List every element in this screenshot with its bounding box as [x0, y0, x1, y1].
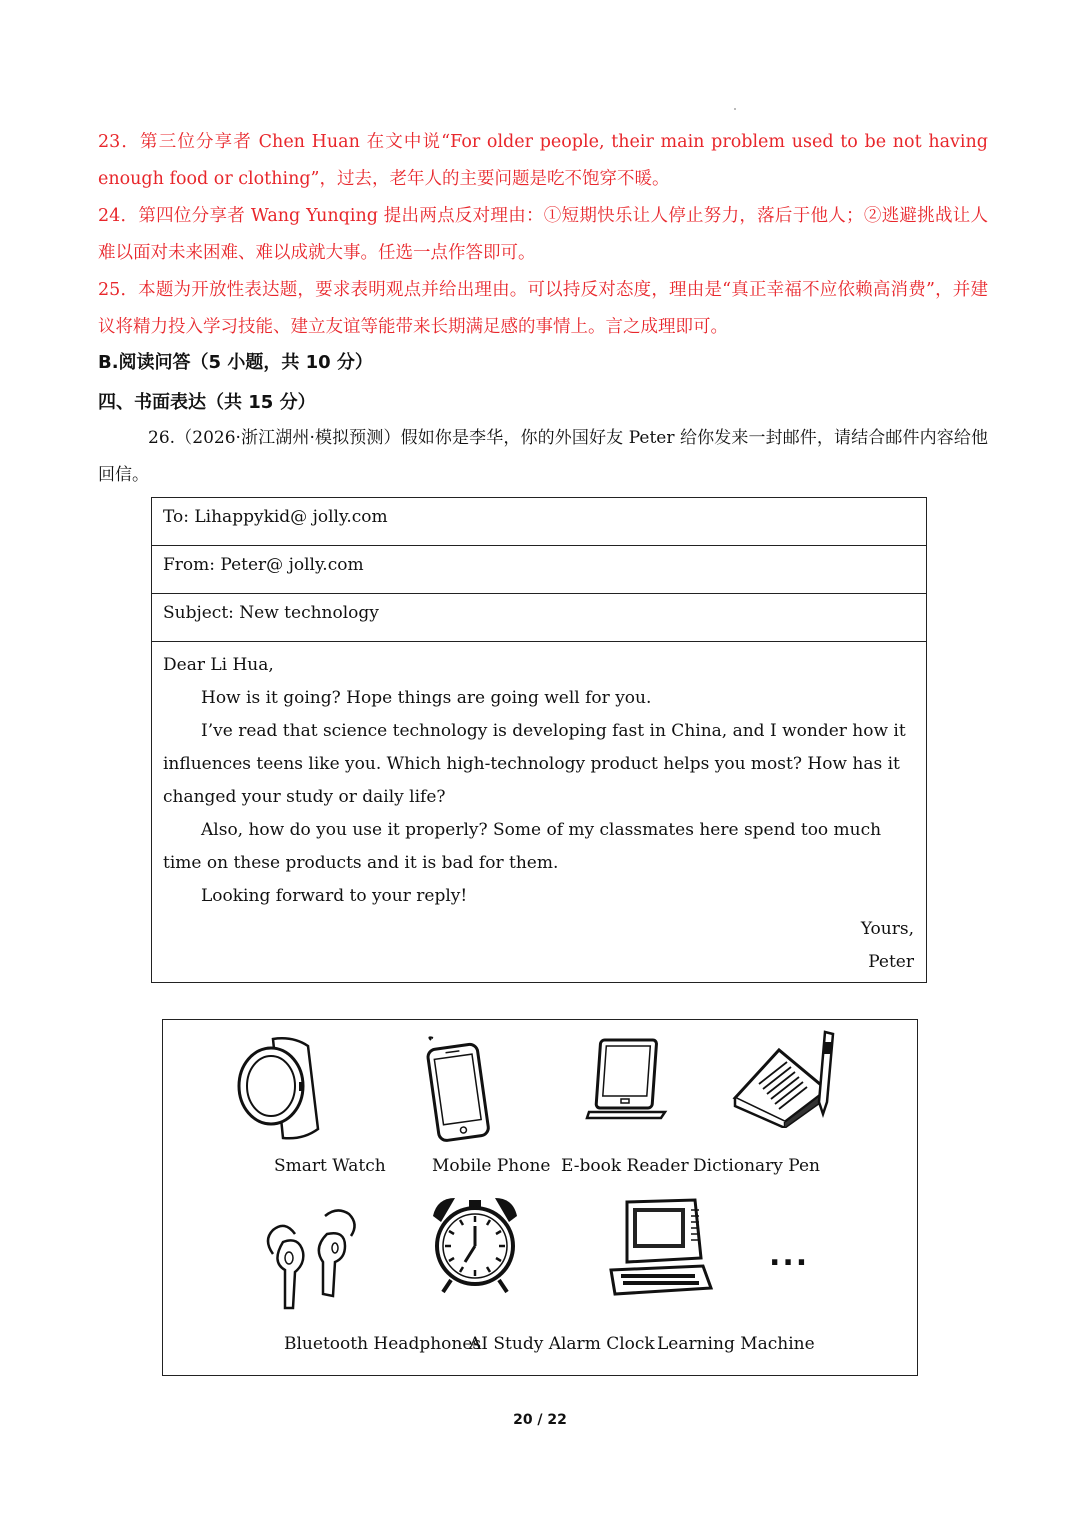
- answer-23: 23．第三位分享者 Chen Huan 在文中说“For older people, their main problem used to be not having enough food or clothing”，过去，老年人的主要问题是吃不饱穿不暖。: [98, 132, 988, 189]
- label-bluetooth-headphones: Bluetooth Headphones: [284, 1334, 482, 1354]
- email-from: From: Peter@ jolly.com: [152, 546, 926, 594]
- email-greeting: Dear Li Hua,: [163, 655, 274, 675]
- label-learning-machine: Learning Machine: [657, 1334, 815, 1354]
- email-body: [152, 642, 926, 979]
- mobile-phone-icon: [421, 1036, 501, 1146]
- page-number: 20 / 22: [513, 1412, 567, 1428]
- ebook-reader-icon: [579, 1036, 669, 1126]
- learning-machine-icon: [607, 1196, 717, 1300]
- email-closing: Yours,: [860, 919, 914, 939]
- answer-explanations: [98, 124, 988, 346]
- label-ebook-reader: E-book Reader: [561, 1156, 689, 1176]
- scan-speck: [734, 108, 736, 110]
- more-products-ellipsis: ...: [769, 1238, 810, 1273]
- label-mobile-phone: Mobile Phone: [432, 1156, 551, 1176]
- alarm-clock-icon: [427, 1192, 523, 1296]
- email-signature: Peter: [868, 952, 914, 972]
- section-4-heading: 四、书面表达（共 15 分）: [98, 392, 316, 413]
- label-smart-watch: Smart Watch: [274, 1156, 386, 1176]
- email-paragraph-2: I’ve read that science technology is developing fast in China, and I wonder how it influences teens like you. Which high-technology product helps you most? How has it changed your study or daily life?: [163, 721, 906, 807]
- smart-watch-icon: [233, 1034, 333, 1144]
- email-paragraph-1: How is it going? Hope things are going well for you.: [201, 688, 652, 708]
- question-26-prompt: 26.（2026·浙江湖州·模拟预测）假如你是李华，你的外国好友 Peter 给你发来一封邮件，请结合邮件内容给他回信。: [98, 428, 988, 485]
- answer-24: 24．第四位分享者 Wang Yunqing 提出两点反对理由：①短期快乐让人停止努力，落后于他人；②逃避挑战让人难以面对未来困难、难以成就大事。任选一点作答即可。: [98, 206, 988, 263]
- technology-products-panel: [162, 1019, 918, 1376]
- email-subject: Subject: New technology: [152, 594, 926, 642]
- answer-25: 25．本题为开放性表达题，要求表明观点并给出理由。可以持反对态度，理由是“真正幸福不应依赖高消费”，并建议将精力投入学习技能、建立友谊等能带来长期满足感的事情上。言之成理即可。: [98, 280, 988, 337]
- section-b-heading: B.阅读问答（5 小题，共 10 分）: [98, 352, 373, 373]
- email-paragraph-4: Looking forward to your reply!: [201, 886, 468, 906]
- bluetooth-headphones-icon: [259, 1200, 365, 1312]
- email-paragraph-3: Also, how do you use it properly? Some of my classmates here spend too much time on these products and it is bad for them.: [163, 820, 882, 873]
- label-dictionary-pen: Dictionary Pen: [693, 1156, 820, 1176]
- label-ai-study-alarm-clock: AI Study Alarm Clock: [469, 1334, 655, 1354]
- email-box: [151, 497, 927, 983]
- dictionary-pen-icon: [729, 1028, 841, 1128]
- email-to: To: Lihappykid@ jolly.com: [152, 498, 926, 546]
